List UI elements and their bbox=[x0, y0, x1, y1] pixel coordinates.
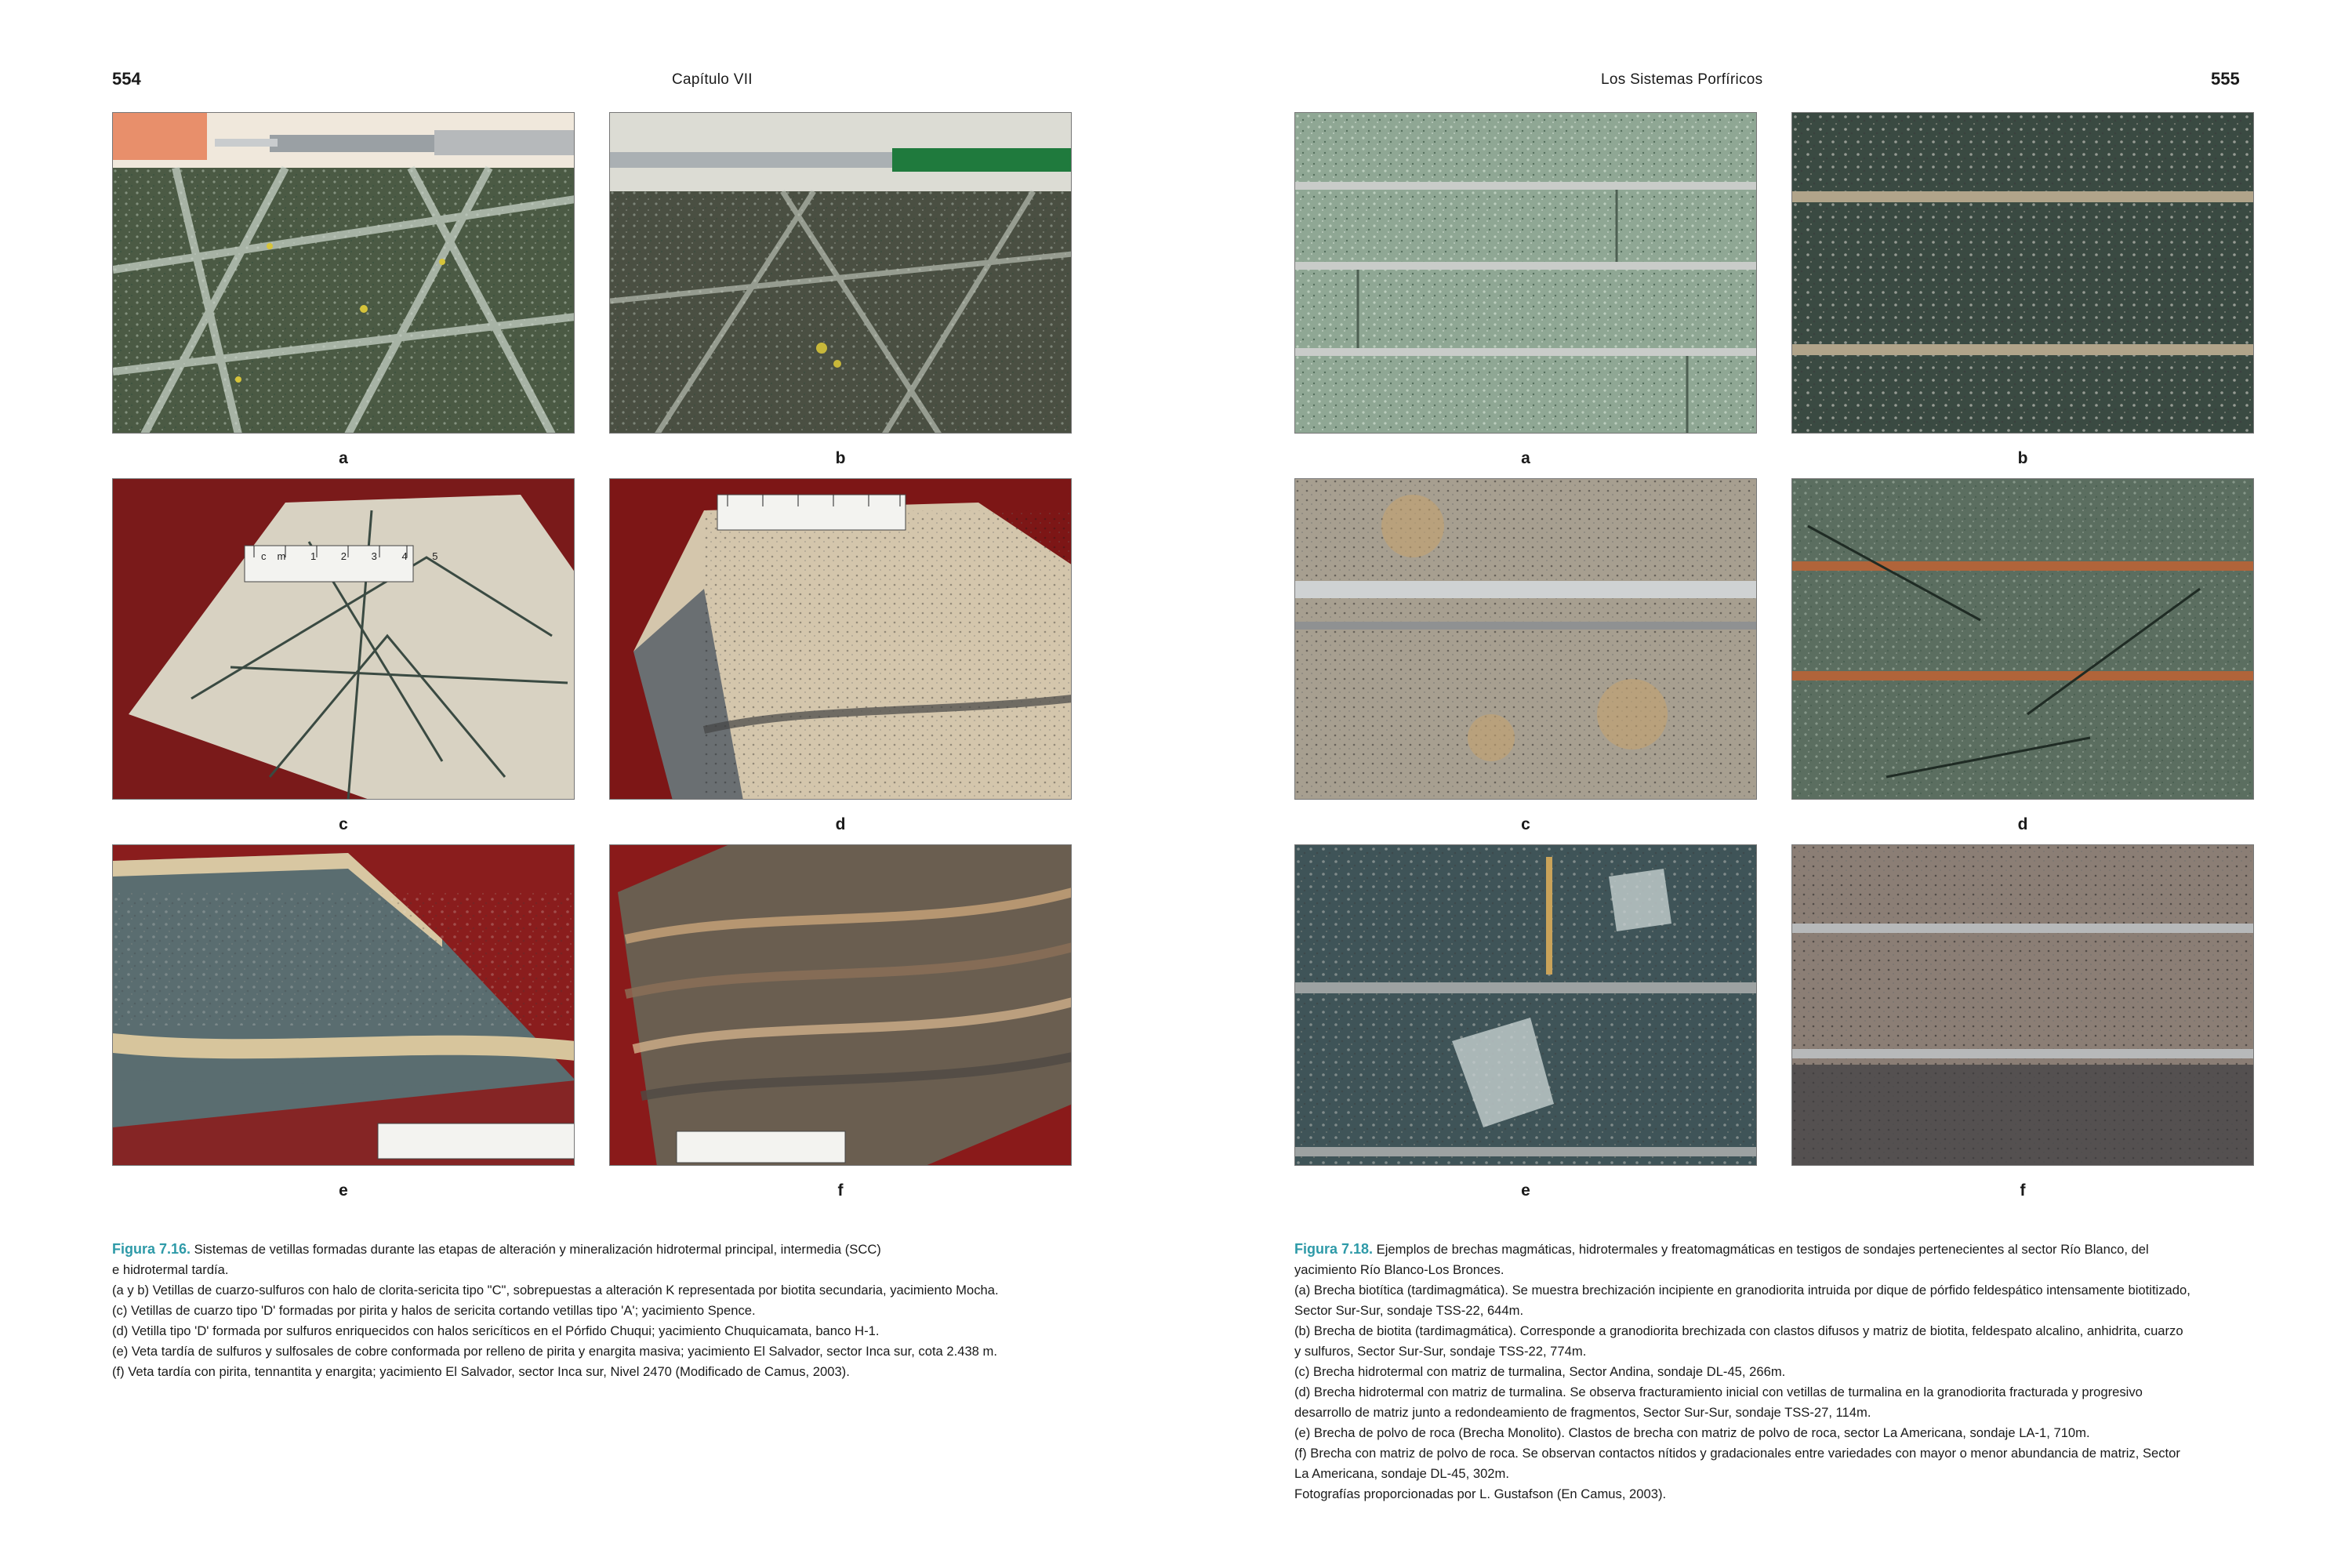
caption-line: (f) Veta tardía con pirita, tennantita y enargita; yacimiento El Salvador, sector Inca sur, Nivel 2470 (Modificado de Camus, 2003). bbox=[112, 1364, 850, 1379]
panel-label-c-left: c bbox=[339, 815, 348, 833]
caption-line: (d) Brecha hidrotermal con matriz de turmalina. Se observa fracturamiento inicial con vetillas de turmalina en la granodiorita fracturada y progresivo bbox=[1294, 1385, 2143, 1399]
caption-line: y sulfuros, Sector Sur-Sur, sondaje TSS-22, 774m. bbox=[1294, 1344, 1587, 1359]
photo-panel-b-left bbox=[609, 112, 1072, 434]
caption-line: yacimiento Río Blanco-Los Bronces. bbox=[1294, 1262, 1504, 1277]
photo-panel-b-right bbox=[1791, 112, 2254, 434]
caption-line: (a) Brecha biotítica (tardimagmática). Se muestra brechización incipiente en granodiorita intruida por dique de pórfido feldespático intensamente biotitizado, bbox=[1294, 1283, 2190, 1298]
caption-intro: Ejemplos de brechas magmáticas, hidrotermales y freatomagmáticas en testigos de sondajes pertenecientes al sector Río Blanco, del bbox=[1373, 1242, 2149, 1257]
running-head-left: Capítulo VII bbox=[672, 71, 753, 88]
panel-label-a-right: a bbox=[1521, 449, 1530, 467]
caption-line: e hidrotermal tardía. bbox=[112, 1262, 229, 1277]
caption-line: (c) Vetillas de cuarzo tipo 'D' formadas por pirita y halos de sericita cortando vetillas tipo 'A'; yacimiento Spence. bbox=[112, 1303, 756, 1318]
caption-line: (f) Brecha con matriz de polvo de roca. Se observan contactos nítidos y gradacionales entre variedades con mayor o menor abundancia de matriz, Sector bbox=[1294, 1446, 2180, 1461]
photo-panel-a-right bbox=[1294, 112, 1757, 434]
photo-panel-a-left bbox=[112, 112, 575, 434]
caption-line: (b) Brecha de biotita (tardimagmática). Corresponde a granodiorita brechizada con clastos difusos y matriz de biotita, feldespato alcalino, anhidrita, cuarzo bbox=[1294, 1323, 2183, 1338]
panel-label-e-right: e bbox=[1521, 1181, 1530, 1200]
caption-line: (d) Vetilla tipo 'D' formada por sulfuros enriquecidos con halos sericíticos en el Pórfido Chuqui; yacimiento Chuquicamata, banco H-1. bbox=[112, 1323, 880, 1338]
panel-label-d-right: d bbox=[2017, 815, 2028, 833]
figure-title-7-18: Figura 7.18. bbox=[1294, 1241, 1374, 1257]
panel-label-c-right: c bbox=[1521, 815, 1530, 833]
panel-label-f-right: f bbox=[2020, 1181, 2026, 1200]
figure-title-7-16: Figura 7.16. bbox=[112, 1241, 191, 1257]
photo-panel-e-right bbox=[1294, 844, 1757, 1166]
caption-line: (a y b) Vetillas de cuarzo-sulfuros con halo de clorita-sericita tipo "C", sobrepuestas a alteración K representada por biotita secundaria, yacimiento Mocha. bbox=[112, 1283, 999, 1298]
photo-panel-d-left bbox=[609, 478, 1072, 800]
caption-line: Fotografías proporcionadas por L. Gustafson (En Camus, 2003). bbox=[1294, 1486, 1667, 1501]
photo-panel-d-right bbox=[1791, 478, 2254, 800]
caption-line: (c) Brecha hidrotermal con matriz de turmalina, Sector Andina, sondaje DL-45, 266m. bbox=[1294, 1364, 1786, 1379]
panel-label-b-right: b bbox=[2017, 449, 2028, 467]
figure-caption-7-18 bbox=[1294, 1239, 2259, 1504]
panel-label-f-left: f bbox=[837, 1181, 844, 1200]
photo-panel-c-right bbox=[1294, 478, 1757, 800]
photo-panel-f-left bbox=[609, 844, 1072, 1166]
panel-label-a-left: a bbox=[339, 449, 348, 467]
panel-label-d-left: d bbox=[835, 815, 846, 833]
caption-line: Sector Sur-Sur, sondaje TSS-22, 644m. bbox=[1294, 1303, 1524, 1318]
running-head-right: Los Sistemas Porfíricos bbox=[1601, 71, 1763, 88]
photo-panel-e-left bbox=[112, 844, 575, 1166]
caption-intro: Sistemas de vetillas formadas durante las etapas de alteración y mineralización hidrotermal principal, intermedia (SCC) bbox=[191, 1242, 881, 1257]
photo-panel-f-right bbox=[1791, 844, 2254, 1166]
page-number-right: 555 bbox=[2211, 69, 2240, 89]
page-number-left: 554 bbox=[112, 69, 141, 89]
panel-label-b-left: b bbox=[835, 449, 846, 467]
photo-panel-c-left bbox=[112, 478, 575, 800]
caption-line: desarrollo de matriz junto a redondeamiento de fragmentos, Sector Sur-Sur, sondaje TSS-27, 114m. bbox=[1294, 1405, 1871, 1420]
figure-caption-7-16 bbox=[112, 1239, 1092, 1382]
caption-line: (e) Brecha de polvo de roca (Brecha Monolito). Clastos de brecha con matriz de polvo de roca, sector La Americana, sondaje LA-1, 710m. bbox=[1294, 1425, 2090, 1440]
scale-bar-label: cm 1 2 3 4 5 bbox=[261, 550, 449, 562]
caption-line: La Americana, sondaje DL-45, 302m. bbox=[1294, 1466, 1509, 1481]
caption-line: (e) Veta tardía de sulfuros y sulfosales de cobre conformada por relleno de pirita y enargita masiva; yacimiento El Salvador, sector Inca sur, cota 2.438 m. bbox=[112, 1344, 997, 1359]
panel-label-e-left: e bbox=[339, 1181, 348, 1200]
